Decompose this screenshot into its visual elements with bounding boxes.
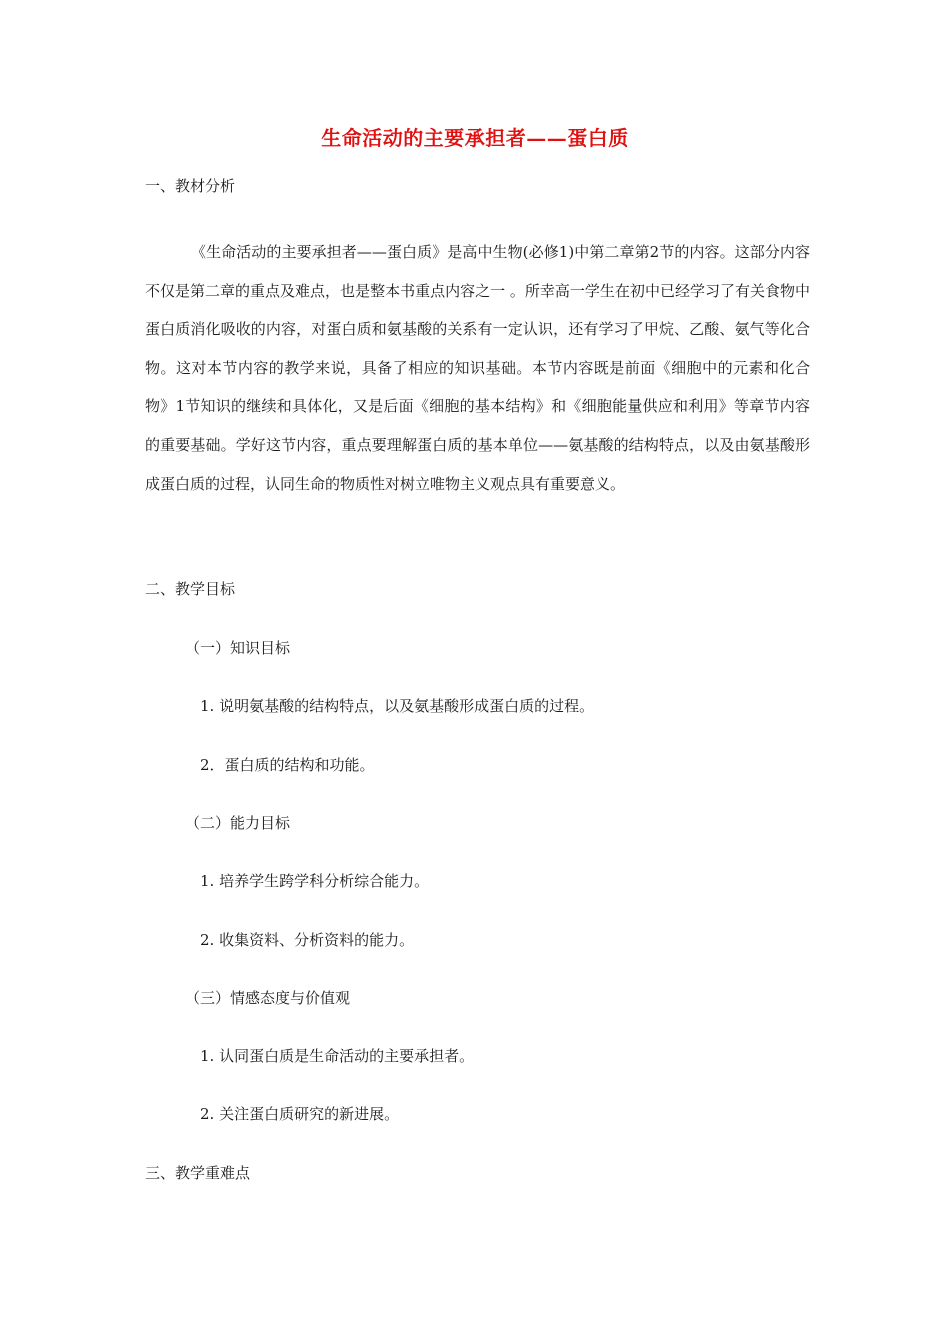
subheading-attitude-goals: （三）情感态度与价值观 xyxy=(185,989,351,1007)
section-heading-goals: 二、教学目标 xyxy=(145,580,236,598)
subheading-ability-goals: （二）能力目标 xyxy=(185,814,291,832)
analysis-paragraph: 《生命活动的主要承担者——蛋白质》是高中生物(必修1)中第二章第2节的内容。这部分内容不仅是第二章的重点及难点，也是整本书重点内容之一 。所幸高一学生在初中已经学习了有关食物中蛋白质消化吸收的内容，对蛋白质和氨基酸的关系有一定认识，还有学习了甲烷、乙酸、氨气等化合物。这对本节内容的教学来说，具备了相应的知识基础。本节内容既是前面《细胞中的元素和化合物》1节知识的继续和具体化，又是后面《细胞的基本结构》和《细胞能量供应和利用》等章节内容的重要基础。学好这节内容，重点要理解蛋白质的基本单位——氨基酸的结构特点，以及由氨基酸形成蛋白质的过程，认同生命的物质性对树立唯物主义观点具有重要意义。 xyxy=(145,243,810,493)
list-item: 1. 培养学生跨学科分析综合能力。 xyxy=(200,872,430,890)
section-heading-analysis: 一、教材分析 xyxy=(145,177,236,195)
list-item: 1. 认同蛋白质是生命活动的主要承担者。 xyxy=(200,1047,475,1065)
list-item: 2. 收集资料、分析资料的能力。 xyxy=(200,931,415,949)
list-item: 1. 说明氨基酸的结构特点，以及氨基酸形成蛋白质的过程。 xyxy=(200,697,595,715)
subheading-knowledge-goals: （一）知识目标 xyxy=(185,639,291,657)
list-item: 2．蛋白质的结构和功能。 xyxy=(200,756,375,774)
section-heading-key-points: 三、教学重难点 xyxy=(145,1164,251,1182)
list-item: 2. 关注蛋白质研究的新进展。 xyxy=(200,1105,400,1123)
document-title: 生命活动的主要承担者——蛋白质 xyxy=(321,126,629,150)
